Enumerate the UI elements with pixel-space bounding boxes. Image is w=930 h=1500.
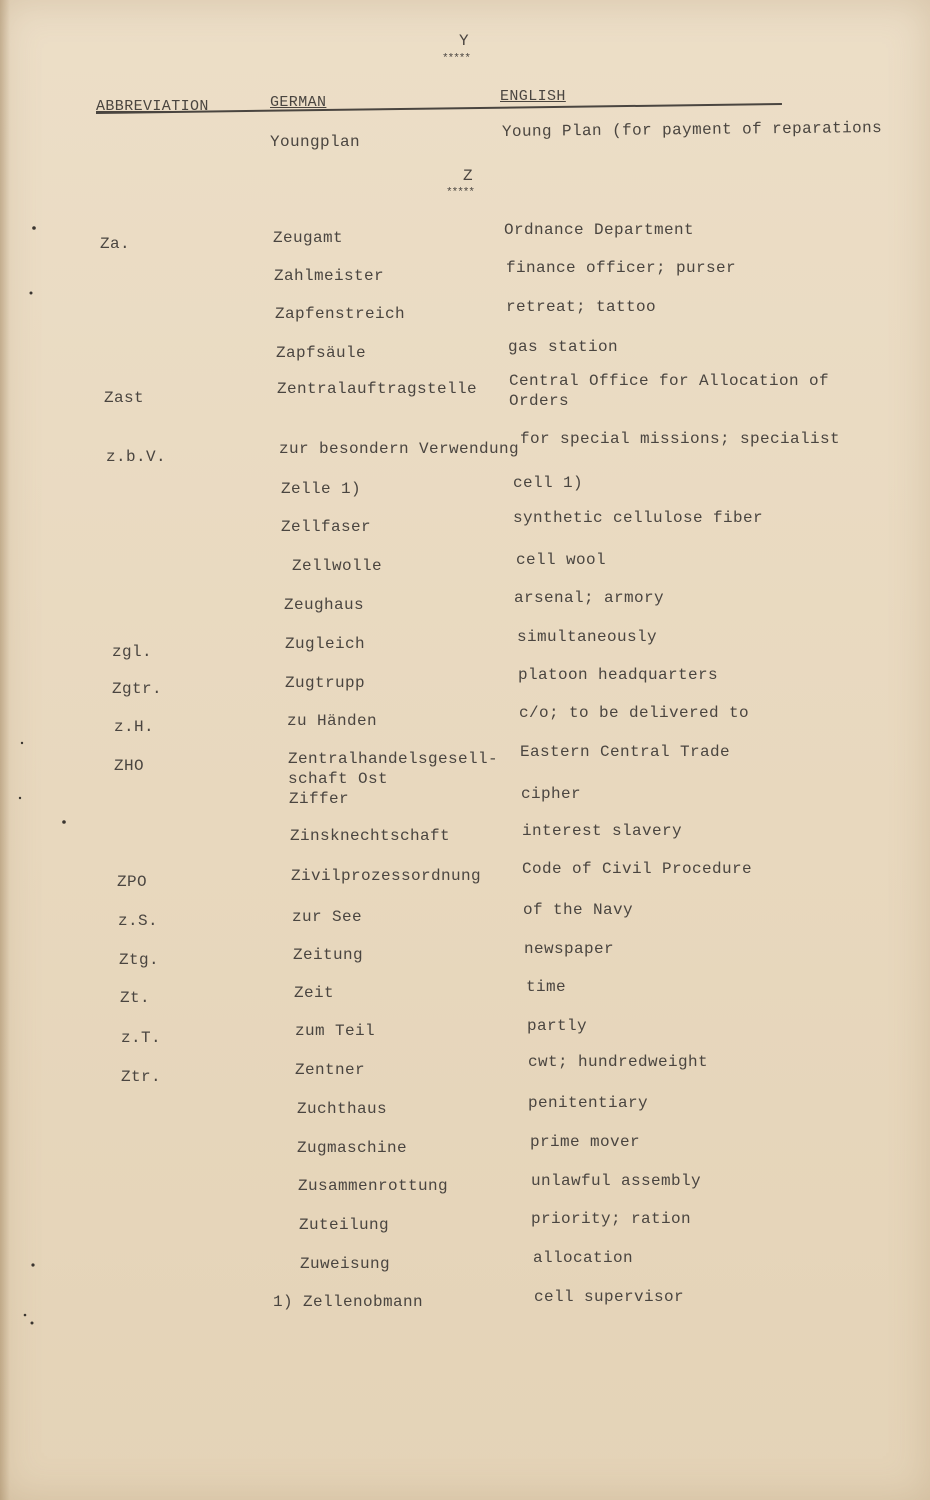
footnote-german: 1) Zellenobmann: [273, 1293, 424, 1311]
german-term: Zelle 1): [281, 480, 362, 498]
german-term: Zusammenrottung: [298, 1177, 449, 1195]
abbreviation: Zt.: [120, 989, 151, 1007]
english-term: time: [526, 978, 567, 996]
section-y-stars: *****: [442, 53, 471, 65]
speck: [30, 292, 33, 295]
section-z-stars: *****: [446, 187, 475, 199]
abbreviation: zgl.: [112, 643, 153, 661]
german-term: Zugmaschine: [297, 1139, 408, 1157]
german-term: Zeitung: [293, 946, 364, 964]
german-term: Zeit: [294, 984, 335, 1002]
german-term: Zentralauftragstelle: [277, 380, 478, 398]
english-term: cell 1): [513, 474, 584, 492]
abbreviation: Za.: [100, 235, 131, 253]
german-term: Youngplan: [270, 133, 361, 151]
section-y-letter: Y: [459, 32, 470, 50]
english-term: cipher: [521, 785, 582, 803]
german-term: Zivilprozessordnung: [291, 867, 482, 885]
german-term: Zahlmeister: [274, 267, 385, 285]
speck: [21, 742, 23, 744]
abbreviation: z.T.: [121, 1029, 162, 1047]
abbreviation: z.b.V.: [106, 448, 167, 466]
german-term: Zugleich: [285, 635, 366, 653]
english-term: gas station: [508, 338, 619, 356]
abbreviation: Zast: [104, 389, 145, 407]
english-term: platoon headquarters: [518, 666, 719, 684]
english-term: of the Navy: [523, 901, 634, 919]
english-term: for special missions; specialist: [520, 430, 841, 448]
german-term: Zeugamt: [273, 229, 344, 247]
english-term: allocation: [533, 1249, 634, 1267]
english-term: interest slavery: [522, 822, 683, 840]
english-term: priority; ration: [531, 1210, 692, 1228]
header-english: ENGLISH: [500, 88, 566, 105]
german-term: Zapfsäule: [276, 344, 367, 362]
english-term: unlawful assembly: [531, 1172, 702, 1190]
english-term: Young Plan (for payment of reparations: [501, 119, 883, 141]
speck: [62, 820, 66, 824]
english-term: partly: [527, 1017, 588, 1035]
german-term: Zuchthaus: [297, 1100, 388, 1118]
german-term: zur See: [292, 908, 363, 926]
german-term: Zellfaser: [281, 518, 372, 536]
speck: [24, 1314, 27, 1317]
english-term: synthetic cellulose fiber: [513, 509, 764, 527]
english-term: Eastern Central Trade: [520, 743, 731, 761]
german-term: Zentralhandelsgesell-schaft Ost: [288, 750, 499, 788]
speck: [31, 1322, 34, 1325]
abbreviation: Ztg.: [119, 951, 160, 969]
section-z-letter: Z: [463, 167, 474, 185]
english-term: Ordnance Department: [504, 221, 695, 239]
german-term: Zinsknechtschaft: [290, 827, 451, 845]
english-term: prime mover: [530, 1133, 641, 1151]
german-term: Zugtrupp: [285, 674, 366, 692]
speck: [32, 226, 36, 230]
abbreviation: ZPO: [117, 873, 148, 891]
german-term: zur besondern Verwendung: [279, 440, 520, 458]
abbreviation: Ztr.: [121, 1068, 162, 1086]
abbreviation: z.H.: [114, 718, 155, 736]
german-term: Zentner: [295, 1061, 366, 1079]
abbreviation: z.S.: [118, 912, 159, 930]
german-term: zu Händen: [287, 712, 378, 730]
english-term: cell wool: [516, 551, 607, 569]
german-term: zum Teil: [295, 1022, 376, 1040]
abbreviation: ZHO: [114, 757, 145, 775]
german-term: Zuweisung: [300, 1255, 391, 1273]
abbreviation: Zgtr.: [112, 680, 163, 698]
english-term: Central Office for Allocation of Orders: [509, 372, 830, 410]
english-term: simultaneously: [517, 628, 658, 646]
header-german: GERMAN: [270, 94, 327, 111]
german-term: Zellwolle: [292, 557, 383, 575]
speck: [31, 1263, 34, 1266]
german-term: Zuteilung: [299, 1216, 390, 1234]
english-term: newspaper: [524, 940, 615, 958]
footnote-english: cell supervisor: [534, 1288, 685, 1306]
english-term: cwt; hundredweight: [528, 1053, 709, 1071]
german-term: Ziffer: [289, 790, 350, 808]
english-term: c/o; to be delivered to: [519, 704, 750, 722]
english-term: retreat; tattoo: [506, 298, 657, 316]
english-term: Code of Civil Procedure: [522, 860, 753, 878]
header-abbreviation: ABBREVIATION: [96, 98, 209, 115]
english-term: penitentiary: [528, 1094, 649, 1112]
english-term: finance officer; purser: [506, 259, 737, 277]
german-term: Zeughaus: [284, 596, 365, 614]
speck: [19, 797, 21, 799]
german-term: Zapfenstreich: [275, 305, 406, 323]
english-term: arsenal; armory: [514, 589, 665, 607]
